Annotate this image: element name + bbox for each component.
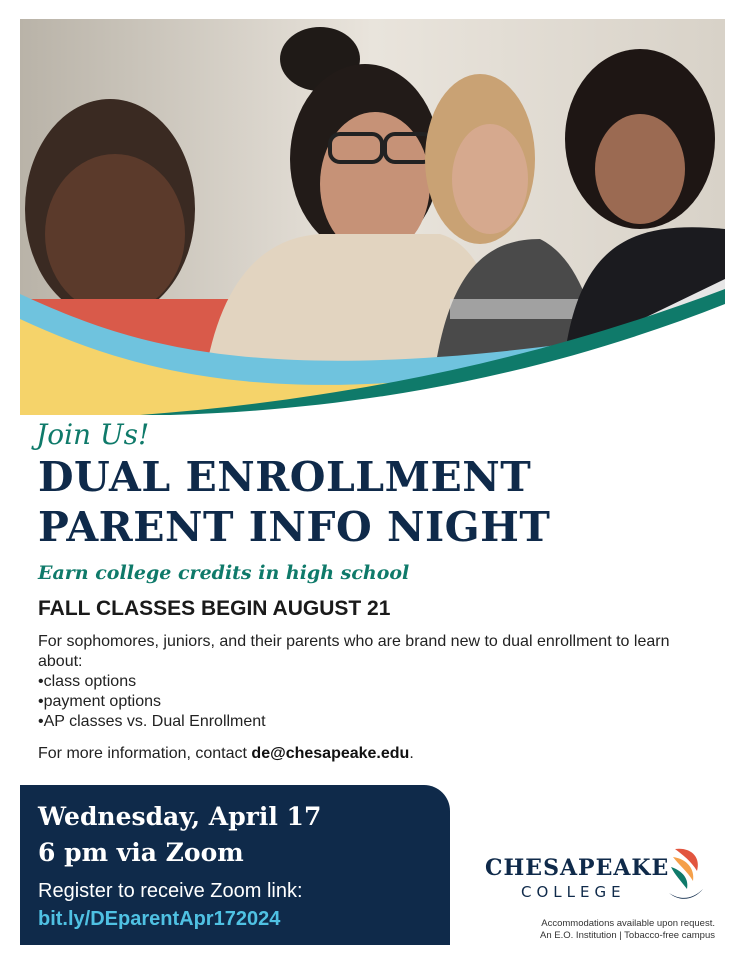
footer-line-1: Accommodations available upon request. [541,918,715,929]
headline [38,452,550,552]
contact-email-link[interactable]: de@chesapeake.edu [251,745,410,762]
topic-item: • AP classes vs. Dual Enrollment [38,712,678,732]
logo-name: CHESAPEAKE [485,855,670,881]
subheadline: Earn college credits in high school [38,562,410,584]
chesapeake-college-logo [485,843,715,913]
register-text: Register to receive Zoom link: [38,880,303,902]
event-date: Wednesday, April 17 [38,802,322,831]
classroom-photo-illustration [20,19,725,415]
topic-item: • payment options [38,692,678,712]
contact-suffix: . [409,745,414,762]
join-us-heading: Join Us! [36,418,150,451]
footer-fine-print [540,918,715,942]
description [38,632,678,732]
headline-line-2: PARENT INFO NIGHT [38,503,551,551]
contact-prefix: For more information, contact [38,745,252,762]
headline-line-1: DUAL ENROLLMENT [38,453,532,501]
event-details-box [20,785,450,945]
event-time: 6 pm via Zoom [38,838,244,867]
footer-line-2: An E.O. Institution | Tobacco-free campus [540,930,715,941]
contact-line [38,745,414,763]
sail-emblem-icon [667,843,707,905]
registration-link[interactable]: bit.ly/DEparentApr172024 [38,908,281,930]
topic-item: • class options [38,672,678,692]
fall-classes-notice: FALL CLASSES BEGIN AUGUST 21 [38,597,391,620]
topics-list [38,672,678,732]
intro-text: For sophomores, juniors, and their parents who are brand new to dual enrollment to learn about: [38,633,670,670]
header-photo [20,19,725,415]
logo-college: COLLEGE [521,883,626,901]
